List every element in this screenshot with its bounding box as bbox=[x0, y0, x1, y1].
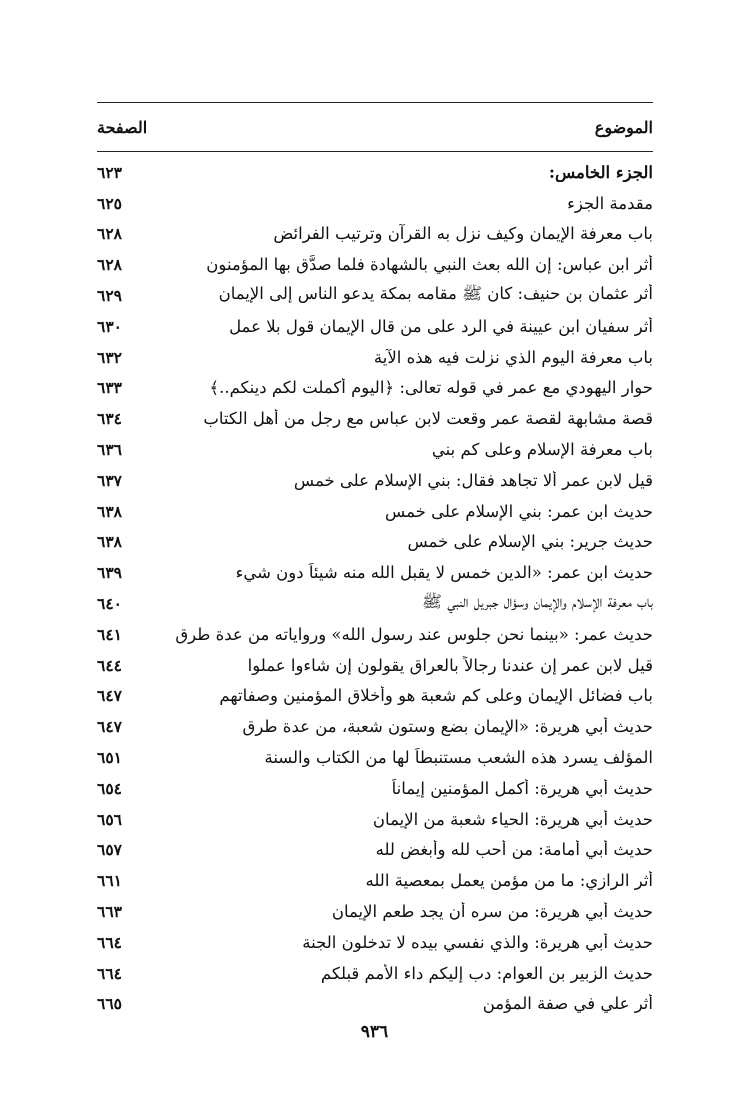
toc-entry-page: ٦٣٧ bbox=[97, 470, 122, 490]
toc-list bbox=[97, 157, 653, 1019]
toc-entry-title: أثر ابن عباس: إن الله بعث النبي بالشهادة فلما صدَّق بها المؤمنون bbox=[206, 255, 653, 275]
toc-entry-page: ٦٤٠ bbox=[97, 594, 122, 614]
toc-entry-title: حديث أبي أمامة: من أحب لله وأبغض لله bbox=[375, 840, 653, 860]
header-rule bbox=[97, 151, 653, 152]
toc-entry bbox=[97, 157, 653, 188]
toc-entry-title: مقدمة الجزء bbox=[567, 193, 653, 213]
toc-entry-title: حديث أبي هريرة: والذي نفسي بيده لا تدخلون الجنة bbox=[302, 932, 653, 952]
toc-entry bbox=[97, 434, 653, 465]
toc-entry-title: باب معرفة الإسلام وعلى كم بني bbox=[431, 440, 653, 460]
toc-entry bbox=[97, 219, 653, 250]
toc-entry bbox=[97, 527, 653, 558]
toc-entry-page: ٦٦١ bbox=[97, 871, 122, 891]
toc-entry-title: حديث ابن عمر: بني الإسلام على خمس bbox=[385, 501, 653, 521]
toc-entry-title: حديث أبي هريرة: أكمل المؤمنين إيماناً bbox=[391, 778, 653, 798]
toc-entry-page: ٦٦٤ bbox=[97, 932, 122, 952]
toc-entry bbox=[97, 280, 653, 311]
toc-page bbox=[97, 102, 653, 1019]
toc-entry bbox=[97, 496, 653, 527]
toc-entry-title: حديث جرير: بني الإسلام على خمس bbox=[407, 532, 653, 552]
toc-entry bbox=[97, 742, 653, 773]
toc-entry-page: ٦٣٢ bbox=[97, 347, 122, 367]
toc-entry bbox=[97, 896, 653, 927]
toc-entry bbox=[97, 958, 653, 989]
toc-entry-title: باب فضائل الإيمان وعلى كم شعبة هو وأخلاق المؤمنين وصفاتهم bbox=[219, 686, 653, 706]
toc-entry-title: المؤلف يسرد هذه الشعب مستنبطاً لها من الكتاب والسنة bbox=[264, 748, 653, 768]
toc-entry-page: ٦٢٥ bbox=[97, 193, 122, 213]
toc-entry-title: قيل لابن عمر ألا تجاهد فقال: بني الإسلام على خمس bbox=[293, 470, 653, 490]
toc-entry-page: ٦٦٤ bbox=[97, 963, 122, 983]
toc-entry-page: ٦٥٧ bbox=[97, 840, 122, 860]
toc-entry-page: ٦٥٦ bbox=[97, 809, 122, 829]
toc-entry-title: أثر سفيان ابن عيينة في الرد على من قال الإيمان قول بلا عمل bbox=[229, 316, 653, 336]
toc-entry-title: أثر الرازي: ما من مؤمن يعمل بمعصية الله bbox=[365, 871, 653, 891]
toc-entry bbox=[97, 835, 653, 866]
toc-entry-page: ٦٢٣ bbox=[97, 162, 122, 182]
toc-entry-page: ٦٢٨ bbox=[97, 255, 122, 275]
toc-entry bbox=[97, 465, 653, 496]
toc-entry bbox=[97, 927, 653, 958]
toc-entry bbox=[97, 403, 653, 434]
toc-entry bbox=[97, 619, 653, 650]
toc-entry-page: ٦٤٤ bbox=[97, 655, 122, 675]
toc-entry bbox=[97, 342, 653, 373]
toc-entry-page: ٦٣٣ bbox=[97, 378, 122, 398]
toc-entry-title: باب معرفة اليوم الذي نزلت فيه هذه الآية bbox=[373, 347, 653, 367]
toc-entry-title: حديث ابن عمر: «الدين خمس لا يقبل الله منه شيئاً دون شيء bbox=[235, 563, 653, 583]
toc-entry-title: الجزء الخامس: bbox=[548, 162, 653, 182]
toc-entry bbox=[97, 865, 653, 896]
toc-entry bbox=[97, 373, 653, 404]
page-number: ٩٣٦ bbox=[360, 1022, 389, 1042]
page-column-header: الصفحة bbox=[97, 117, 148, 137]
toc-entry-page: ٦٢٩ bbox=[97, 286, 122, 306]
toc-entry-title: حديث أبي هريرة: «الإيمان بضع وستون شعبة، من عدة طرق bbox=[242, 717, 653, 737]
toc-entry-page: ٦٥١ bbox=[97, 748, 122, 768]
toc-entry bbox=[97, 249, 653, 280]
toc-entry-page: ٦٥٤ bbox=[97, 778, 122, 798]
toc-entry-page: ٦٤٧ bbox=[97, 686, 122, 706]
toc-entry bbox=[97, 681, 653, 712]
toc-entry-title: حديث عمر: «بينما نحن جلوس عند رسول الله» ورواياته من عدة طرق bbox=[175, 624, 653, 644]
toc-entry-title: حديث أبي هريرة: من سره أن يجد طعم الإيمان bbox=[331, 902, 653, 922]
topic-column-header: الموضوع bbox=[594, 117, 653, 137]
toc-entry-page: ٦٤١ bbox=[97, 624, 122, 644]
toc-entry bbox=[97, 711, 653, 742]
toc-entry bbox=[97, 989, 653, 1020]
toc-entry bbox=[97, 773, 653, 804]
toc-entry-page: ٦٣٤ bbox=[97, 409, 122, 429]
toc-entry-title: حديث الزبير بن العوام: دب إليكم داء الأمم قبلكم bbox=[320, 963, 653, 983]
toc-entry-title: قيل لابن عمر إن عندنا رجالاً بالعراق يقولون إن شاءوا عملوا bbox=[247, 655, 653, 675]
toc-header bbox=[97, 103, 653, 151]
toc-entry-page: ٦٣٠ bbox=[97, 316, 122, 336]
toc-entry-title: باب معرفة الإسلام والإيمان وسؤال جبريل النبي ﷺ bbox=[422, 591, 653, 611]
toc-entry-title: حوار اليهودي مع عمر في قوله تعالى: ﴿اليوم أكملت لكم دينكم..﴾ bbox=[209, 378, 653, 398]
toc-entry-page: ٦٣٦ bbox=[97, 440, 122, 460]
toc-entry bbox=[97, 804, 653, 835]
toc-entry-page: ٦٣٨ bbox=[97, 501, 122, 521]
toc-entry-page: ٦٦٥ bbox=[97, 994, 122, 1014]
toc-entry bbox=[97, 650, 653, 681]
toc-entry-title: قصة مشابهة لقصة عمر وقعت لابن عباس مع رجل من أهل الكتاب bbox=[203, 409, 653, 429]
toc-entry bbox=[97, 188, 653, 219]
toc-entry-page: ٦٦٣ bbox=[97, 902, 122, 922]
toc-entry bbox=[97, 557, 653, 588]
toc-entry-page: ٦٣٩ bbox=[97, 563, 122, 583]
toc-entry bbox=[97, 311, 653, 342]
toc-entry-title: باب معرفة الإيمان وكيف نزل به القرآن وترتيب الفرائض bbox=[273, 224, 653, 244]
toc-entry-title: حديث أبي هريرة: الحياء شعبة من الإيمان bbox=[372, 809, 653, 829]
toc-entry bbox=[97, 588, 653, 619]
toc-entry-title: أثر علي في صفة المؤمن bbox=[482, 994, 653, 1014]
toc-entry-page: ٦٤٧ bbox=[97, 717, 122, 737]
toc-entry-title: أثر عثمان بن حنيف: كان ﷺ مقامه بمكة يدعو الناس إلى الإيمان bbox=[218, 283, 653, 303]
toc-entry-page: ٦٣٨ bbox=[97, 532, 122, 552]
toc-entry-page: ٦٢٨ bbox=[97, 224, 122, 244]
